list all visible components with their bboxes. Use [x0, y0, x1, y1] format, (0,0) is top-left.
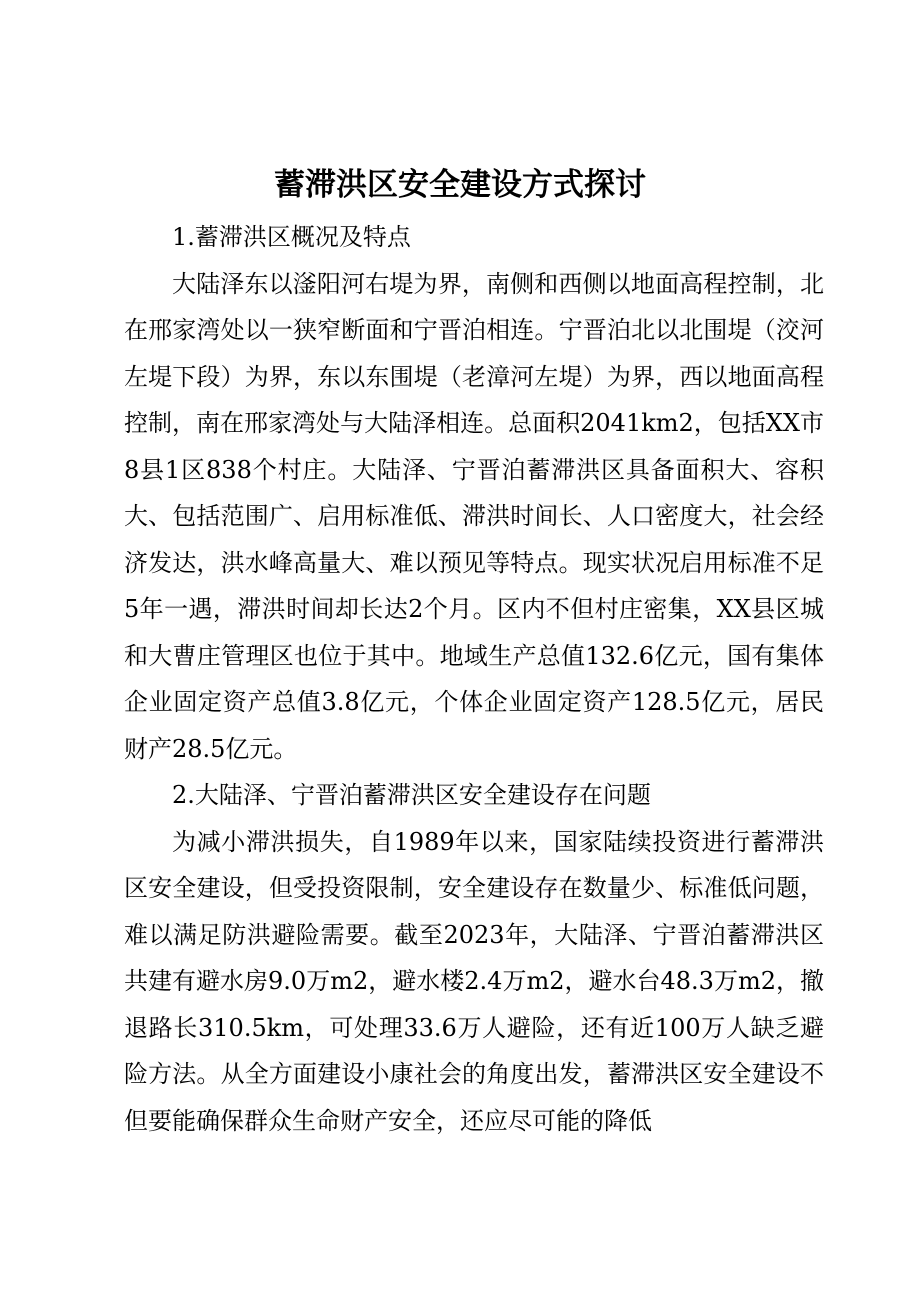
- section-2-paragraph: 为减小滞洪损失，自1989年以来，国家陆续投资进行蓄滞洪区安全建设，但受投资限制，安全建设存在数量少、标准低问题，难以满足防洪避险需要。截至2023年，大陆泽、宁晋泊蓄滞洪区共建有避水房9.0万m2，避水楼2.4万m2，避水台48.3万m2，撤退路长310.5km，可处理33.6万人避险，还有近100万人缺乏避险方法。从全方面建设小康社会的角度出发，蓄滞洪区安全建设不但要能确保群众生命财产安全，还应尽可能的降低: [124, 827, 824, 1135]
- section-1-heading: 1.蓄滞洪区概况及特点: [172, 223, 411, 251]
- document-title: 蓄滞洪区安全建设方式探讨: [274, 167, 646, 203]
- section-1-paragraph: 大陆泽东以滏阳河右堤为界，南侧和西侧以地面高程控制，北在邢家湾处以一狭窄断面和宁晋泊相连。宁晋泊北以北围堤（洨河左堤下段）为界，东以东围堤（老漳河左堤）为界，西以地面高程控制，南在邢家湾处与大陆泽相连。总面积2041km2，包括XX市8县1区838个村庄。大陆泽、宁晋泊蓄滞洪区具备面积大、容积大、包括范围广、启用标准低、滞洪时间长、人口密度大，社会经济发达，洪水峰高量大、难以预见等特点。现实状况启用标准不足5年一遇，滞洪时间却长达2个月。区内不但村庄密集，XX县区城和大曹庄管理区也位于其中。地域生产总值132.6亿元，国有集体企业固定资产总值3.8亿元，个体企业固定资产128.5亿元，居民财产28.5亿元。: [124, 269, 824, 763]
- section-2-heading: 2.大陆泽、宁晋泊蓄滞洪区安全建设存在问题: [172, 781, 651, 809]
- document-body: [124, 214, 824, 1144]
